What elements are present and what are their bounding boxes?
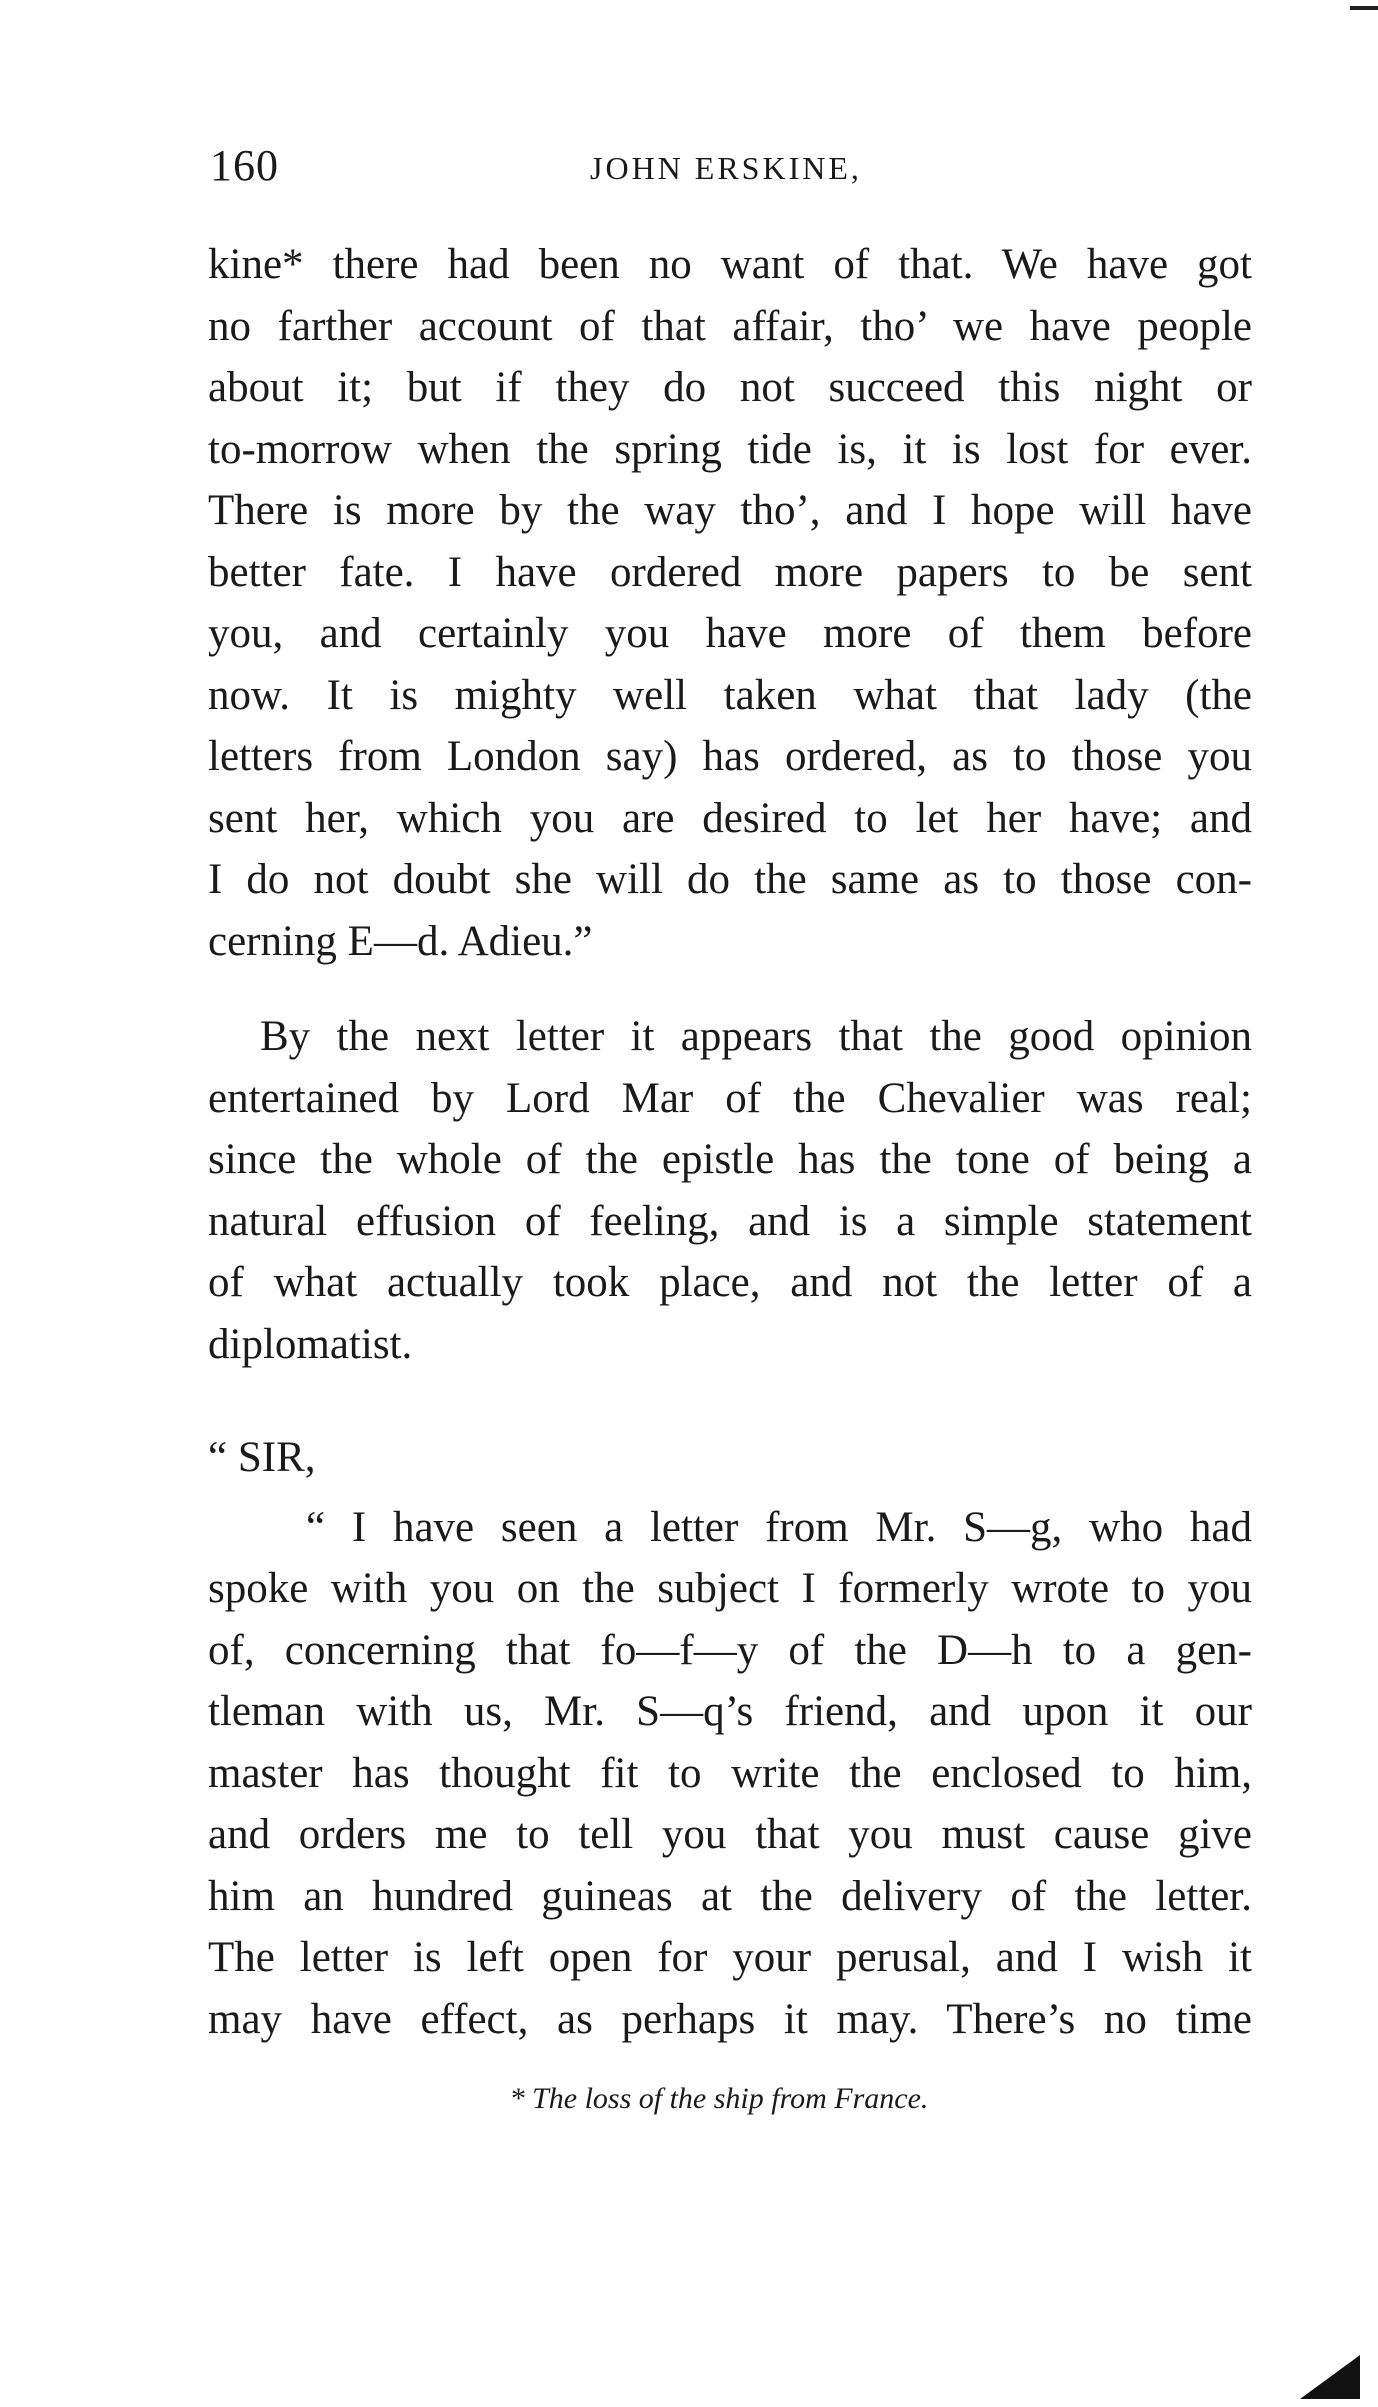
text-line: to-morrow when the spring tide is, it is lost for ever. xyxy=(208,425,1252,473)
text-line: you, and certainly you have more of them before xyxy=(208,610,1252,657)
text-line: master has thought fit to write the enclosed to him, xyxy=(208,1749,1252,1797)
text-line: natural effusion of feeling, and is a simple statement xyxy=(208,1197,1252,1245)
salutation-open: “ S xyxy=(208,1434,262,1481)
text-line: kine* there had been no want of that. We have got xyxy=(208,241,1252,288)
text-line: may have effect, as perhaps it may. There’s no time xyxy=(208,1995,1252,2043)
scan-edge-mark xyxy=(1350,6,1378,10)
paragraph-letter-continuation xyxy=(208,234,1252,972)
text-line: cerning E—d. Adieu.” xyxy=(208,917,593,965)
text-line: tleman with us, Mr. S—q’s friend, and upon it our xyxy=(208,1688,1252,1735)
paragraph-gap xyxy=(208,1375,1252,1427)
page-header xyxy=(210,140,1250,200)
text-line: no farther account of that affair, tho’ we have people xyxy=(208,302,1252,350)
text-line: spoke with you on the subject I formerly wrote to you xyxy=(208,1565,1252,1612)
text-line: letters from London say) has ordered, as to those you xyxy=(208,733,1252,780)
text-line: entertained by Lord Mar of the Chevalier was real; xyxy=(208,1074,1252,1122)
text-line: him an hundred guineas at the delivery of the letter. xyxy=(208,1872,1252,1920)
text-line: The letter is left open for your perusal, and I wish it xyxy=(208,1934,1252,1981)
paragraph-gap xyxy=(208,1489,1252,1497)
paragraph-gap xyxy=(208,972,1252,1006)
paragraph-narrative xyxy=(208,1006,1252,1375)
text-line: and orders me to tell you that you must cause give xyxy=(208,1811,1252,1858)
text-line: There is more by the way tho’, and I hope will have xyxy=(208,487,1252,534)
text-line: I do not doubt she will do the same as to those con- xyxy=(208,856,1252,903)
text-line: now. It is mighty well taken what that lady (the xyxy=(208,671,1252,719)
text-line: about it; but if they do not succeed this night or xyxy=(208,364,1252,411)
text-line: sent her, which you are desired to let her have; and xyxy=(208,794,1252,842)
footnote: * The loss of the ship from France. xyxy=(509,2082,929,2115)
text-line: diplomatist. xyxy=(208,1320,413,1368)
scan-corner-mark xyxy=(1300,2355,1360,2399)
text-line: better fate. I have ordered more papers to be sent xyxy=(208,548,1252,596)
text-line: of, concerning that fo—f—y of the D—h to a gen- xyxy=(208,1626,1252,1674)
text-line: “ I have seen a letter from Mr. S—g, who had xyxy=(306,1503,1252,1551)
text-line: since the whole of the epistle has the tone of being a xyxy=(208,1136,1252,1183)
letter-salutation xyxy=(208,1427,1252,1489)
body-text xyxy=(208,234,1252,2050)
paragraph-letter-body xyxy=(208,1497,1252,2051)
running-head: JOHN ERSKINE, xyxy=(590,150,862,186)
salutation-close: , xyxy=(304,1434,316,1481)
text-line: of what actually took place, and not the letter of a xyxy=(208,1259,1252,1306)
salutation-small-caps: IR xyxy=(261,1434,305,1481)
text-line: By the next letter it appears that the good opinion xyxy=(260,1013,1252,1060)
page-number: 160 xyxy=(210,141,279,190)
